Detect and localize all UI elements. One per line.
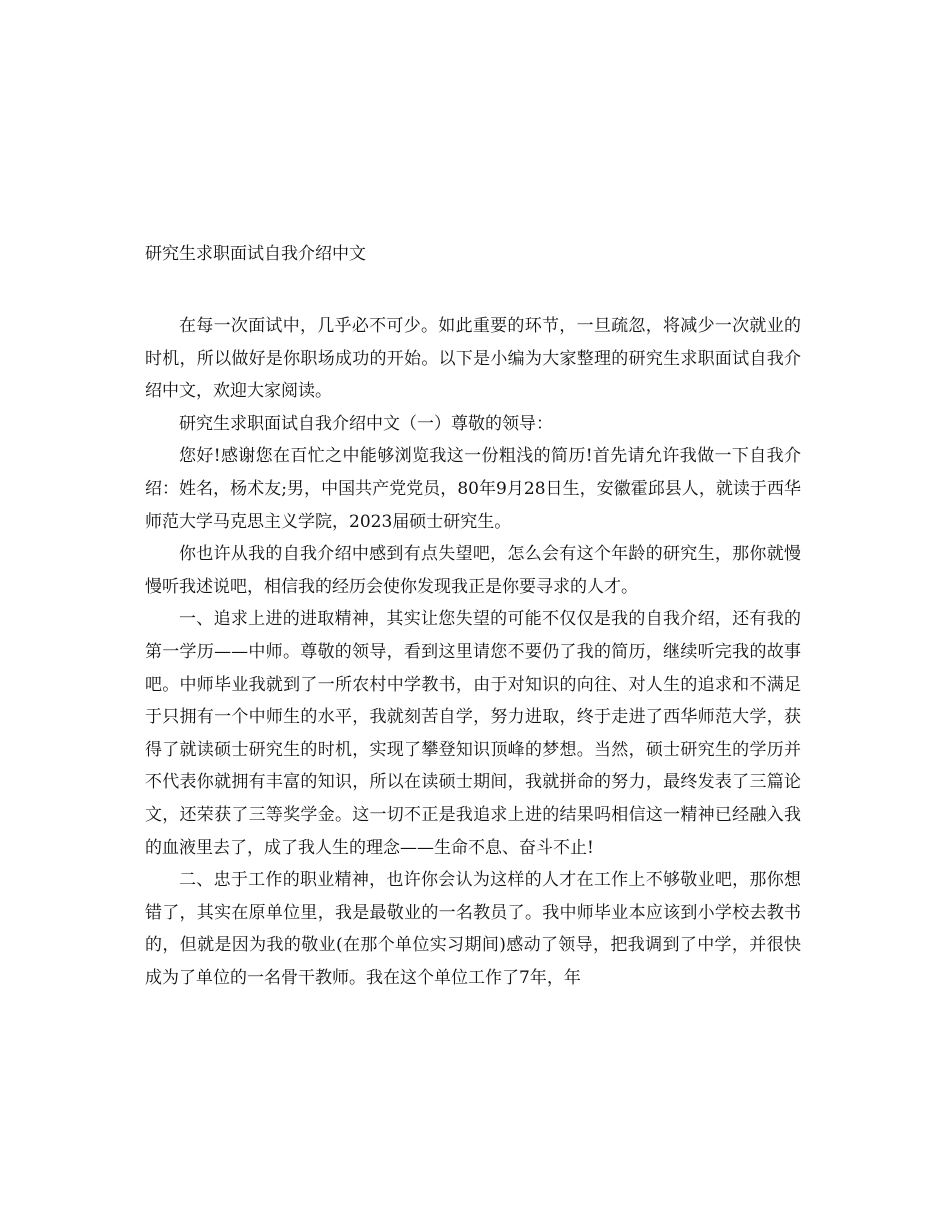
paragraph: 研究生求职面试自我介绍中文（一）尊敬的领导：	[179, 413, 553, 434]
paragraph: 二、忠于工作的职业精神，也许你会认为这样的人才在工作上不够敬业吧，那你想错了，其实在原单位里，我是最敬业的一名教员了。我中师毕业本应该到小学校去教书的，但就是因为我的敬业(在那个单位实习期间)感动了领导，把我调到了中学，并很快成为了单位的一名骨干教师。我在这个单位工作了7年，年	[145, 870, 801, 988]
document-title: 研究生求职面试自我介绍中文	[145, 244, 366, 264]
paragraph: 你也许从我的自我介绍中感到有点失望吧，怎么会有这个年龄的研究生，那你就慢慢听我述说吧，相信我的经历会使你发现我正是你要寻求的人才。	[145, 544, 801, 597]
paragraph: 在每一次面试中，几乎必不可少。如此重要的环节，一旦疏忽，将减少一次就业的时机，所以做好是你职场成功的开始。以下是小编为大家整理的研究生求职面试自我介绍中文，欢迎大家阅读。	[145, 316, 801, 402]
document-body	[145, 310, 801, 994]
paragraph: 一、追求上进的进取精神，其实让您失望的可能不仅仅是我的自我介绍，还有我的第一学历——中师。尊敬的领导，看到这里请您不要仍了我的简历，继续听完我的故事吧。中师毕业我就到了一所农村中学教书，由于对知识的向往、对人生的追求和不满足于只拥有一个中师生的水平，我就刻苦自学，努力进取，终于走进了西华师范大学，获得了就读硕士研究生的时机，实现了攀登知识顶峰的梦想。当然，硕士研究生的学历并不代表你就拥有丰富的知识，所以在读硕士期间，我就拼命的努力，最终发表了三篇论文，还荣获了三等奖学金。这一切不正是我追求上进的结果吗相信这一精神已经融入我的血液里去了，成了我人生的理念——生命不息、奋斗不止!	[145, 609, 801, 858]
paragraph: 您好!感谢您在百忙之中能够浏览我这一份粗浅的简历!首先请允许我做一下自我介绍：姓名，杨术友;男，中国共产党党员，80年9月28日生，安徽霍邱县人，就读于西华师范大学马克思主义学院，2023届硕士研究生。	[145, 446, 801, 532]
